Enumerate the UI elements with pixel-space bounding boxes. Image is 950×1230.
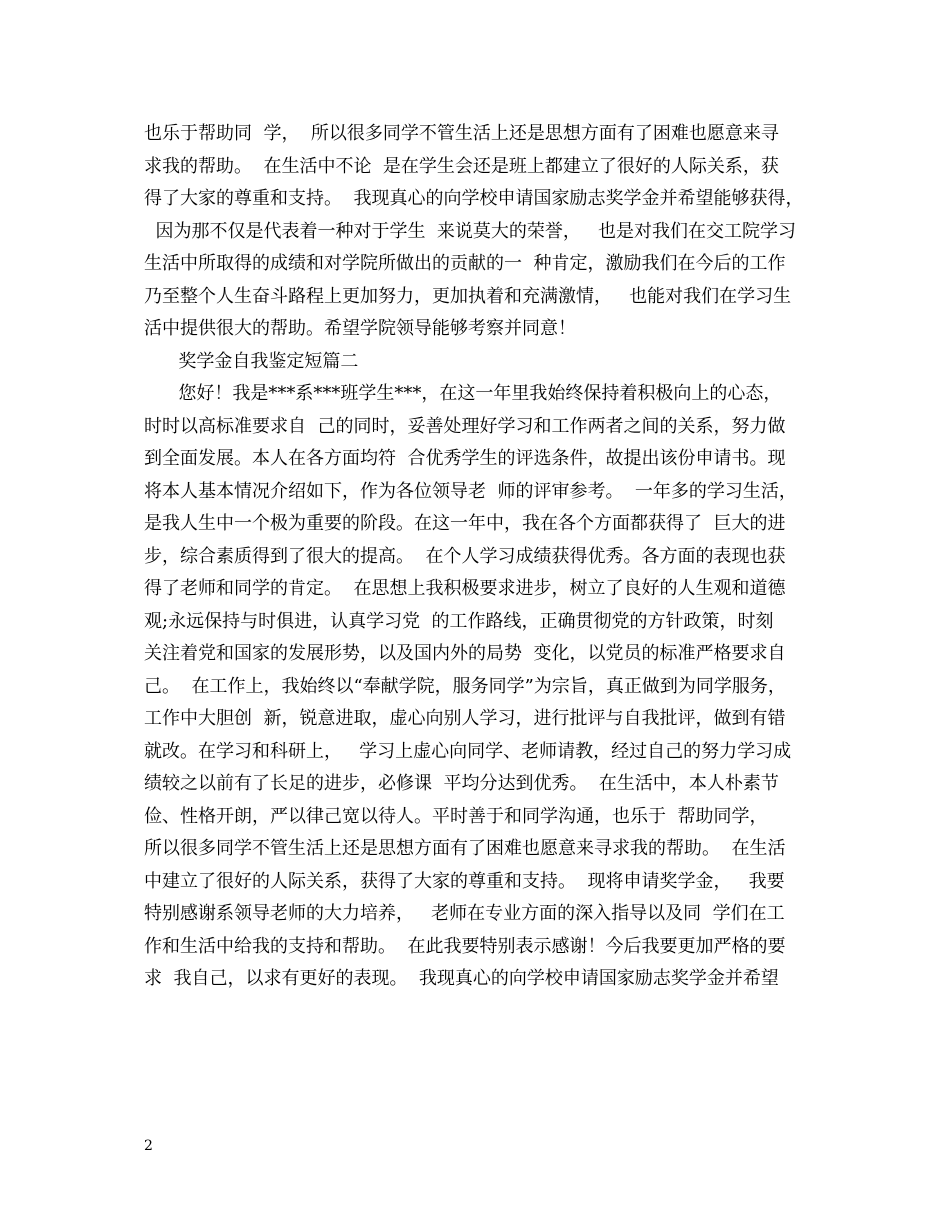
text-line: 乃至整个人生奋斗路程上更加努力，更加执着和充满激情， 也能对我们在学习生 bbox=[144, 285, 792, 307]
text-line: 工作中大胆创 新，锐意进取，虚心向别人学习，进行批评与自我批评，做到有错 bbox=[144, 708, 786, 729]
text-line: 将本人基本情况介绍如下，作为各位领导老 师的评审参考。 一年多的学习生活， bbox=[144, 480, 797, 502]
text-line: 所以很多同学不管生活上还是思想方面有了困难也愿意来寻求我的帮助。 在生活 bbox=[144, 838, 786, 859]
text-line: 观;永远保持与时俱进，认真学习党 的工作路线，正确贯彻党的方针政策，时刻 bbox=[144, 610, 774, 632]
text-line: 生活中所取得的成绩和对学院所做出的贡献的一 种肯定，激励我们在今后的工作 bbox=[144, 253, 786, 274]
text-line: 得了老师和同学的肯定。 在思想上我积极要求进步，树立了良好的人生观和道德 bbox=[144, 578, 786, 599]
text-line: 步，综合素质得到了很大的提高。 在个人学习成绩获得优秀。各方面的表现也获 bbox=[144, 545, 786, 567]
body-text bbox=[144, 118, 824, 996]
page-number: 2 bbox=[144, 1138, 153, 1154]
text-line: 也乐于帮助同 学， 所以很多同学不管生活上还是思想方面有了困难也愿意来寻 bbox=[144, 123, 779, 144]
text-line: 时时以高标准要求自 己的同时，妥善处理好学习和工作两者之间的关系，努力做 bbox=[144, 415, 786, 437]
section-heading: 奖学金自我鉴定短篇二 bbox=[144, 350, 359, 372]
text-line: 是我人生中一个极为重要的阶段。在这一年中，我在各个方面都获得了 巨大的进 bbox=[144, 513, 786, 534]
text-line: 己。 在工作上，我始终以“奉献学院，服务同学”为宗旨，真正做到为同学服务， bbox=[144, 675, 786, 697]
text-line: 作和生活中给我的支持和帮助。 在此我要特别表示感谢！今后我要更加严格的要 bbox=[144, 935, 786, 957]
text-line: 求我的帮助。 在生活中不论 是在学生会还是班上都建立了很好的人际关系，获 bbox=[144, 155, 779, 177]
text-line: 求 我自己，以求有更好的表现。 我现真心的向学校申请国家励志奖学金并希望 bbox=[144, 968, 779, 989]
text-line: 俭、性格开朗，严以律己宽以待人。平时善于和同学沟通，也乐于 帮助同学， bbox=[144, 805, 768, 827]
text-line: 就改。在学习和科研上， 学习上虚心向同学、老师请教，经过自己的努力学习成 bbox=[144, 740, 792, 762]
text-line: 关注着党和国家的发展形势，以及国内外的局势 变化，以党员的标准严格要求自 bbox=[144, 643, 786, 664]
text-line: 活中提供很大的帮助。希望学院领导能够考察并同意！ bbox=[144, 318, 576, 339]
text-line: 特别感谢系领导老师的大力培养， 老师在专业方面的深入指导以及同 学们在工 bbox=[144, 903, 785, 924]
text-line: 得了大家的尊重和支持。 我现真心的向学校申请国家励志奖学金并希望能够获得， bbox=[144, 188, 804, 209]
text-line: 中建立了很好的人际关系，获得了大家的尊重和支持。 现将申请奖学金， 我要 bbox=[144, 870, 785, 892]
text-line: 绩较之以前有了长足的进步，必修课 平均分达到优秀。 在生活中，本人朴素节 bbox=[144, 773, 779, 794]
text-line: 您好！我是***系***班学生***，在这一年里我始终保持着积极向上的心态， bbox=[144, 383, 782, 404]
text-line: 到全面发展。本人在各方面均符 合优秀学生的评选条件，故提出该份申请书。现 bbox=[144, 448, 786, 469]
text-line: 因为那不仅是代表着一种对于学生 来说莫大的荣誉， 也是对我们在交工院学习 bbox=[144, 220, 797, 242]
